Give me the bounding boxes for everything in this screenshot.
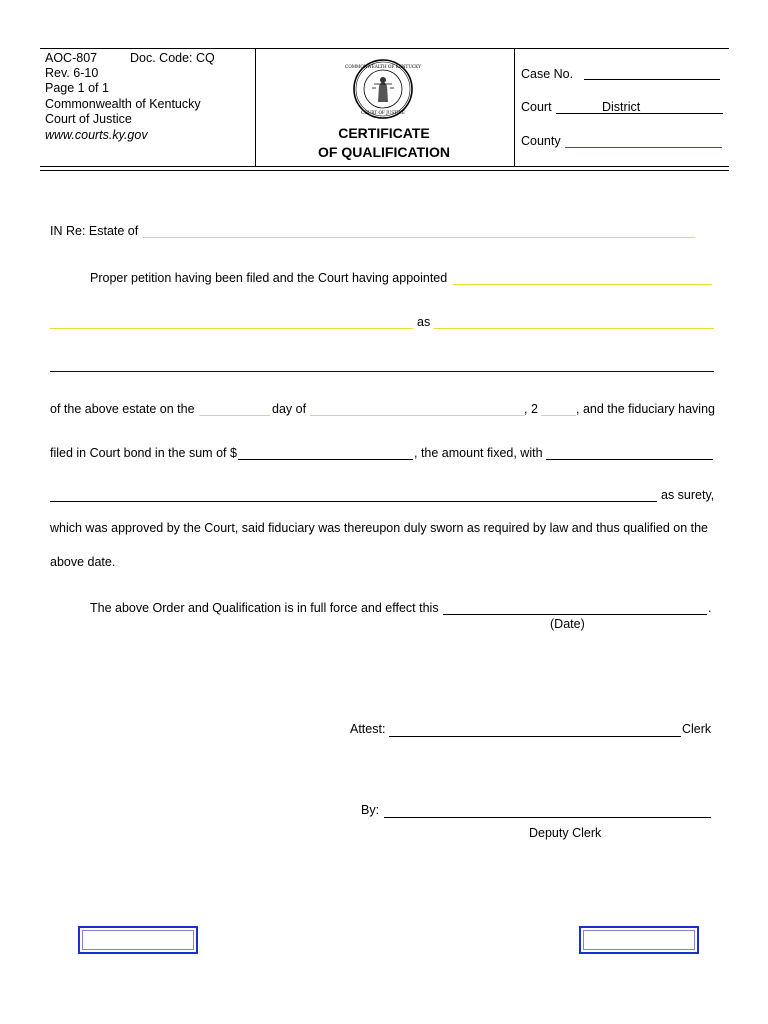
day-of-text: day of <box>272 402 307 416</box>
court-label: Court <box>521 100 552 114</box>
effective-date-field[interactable] <box>443 614 707 615</box>
year-field[interactable] <box>541 415 576 416</box>
in-re-label: IN Re: Estate of <box>50 224 139 238</box>
estate-name-field[interactable] <box>143 237 695 238</box>
day-field[interactable] <box>199 415 270 416</box>
fiduciary-having-text: , and the fiduciary having <box>576 402 715 416</box>
reset-button[interactable] <box>579 926 699 954</box>
doc-code: Doc. Code: CQ <box>130 51 215 65</box>
order-text: The above Order and Qualification is in full force and effect this <box>90 601 439 615</box>
above-date-text: above date. <box>50 555 116 569</box>
appointee-field[interactable] <box>453 284 712 285</box>
court-value: District <box>602 100 641 114</box>
header-top-border <box>40 48 729 49</box>
year-prefix: , 2 <box>524 402 538 416</box>
print-button[interactable] <box>78 926 198 954</box>
by-label: By: <box>361 803 380 817</box>
form-title-line2: OF QUALIFICATION <box>318 144 450 160</box>
as-label: as <box>417 315 431 329</box>
bond-text: filed in Court bond in the sum of $ <box>50 446 237 460</box>
surety-field-2[interactable] <box>50 501 657 502</box>
attest-label: Attest: <box>350 722 386 736</box>
bond-amount-field[interactable] <box>238 459 413 460</box>
case-no-label: Case No. <box>521 67 574 81</box>
by-signature-field[interactable] <box>384 817 711 818</box>
clerk-label: Clerk <box>682 722 712 736</box>
header-bottom-border <box>40 166 729 167</box>
kentucky-court-seal-icon <box>345 58 421 120</box>
petition-text: Proper petition having been filed and the Court having appointed <box>90 271 448 285</box>
appointment-detail-field[interactable] <box>50 371 714 372</box>
form-id: AOC-807 <box>45 51 98 65</box>
month-field[interactable] <box>310 415 524 416</box>
period: . <box>708 601 712 615</box>
amount-fixed-text: , the amount fixed, with <box>414 446 543 460</box>
approved-text: which was approved by the Court, said fiduciary was thereupon duly sworn as required by law and thus qualified on the <box>50 521 709 535</box>
appointee-role-field[interactable] <box>434 328 714 329</box>
surety-field-1[interactable] <box>546 459 713 460</box>
appointee-name-field[interactable] <box>50 328 413 329</box>
seal-bottom-text: COURT OF JUSTICE <box>361 110 405 115</box>
case-no-field[interactable] <box>584 79 720 80</box>
page-number: Page 1 of 1 <box>45 81 109 95</box>
attest-signature-field[interactable] <box>389 736 681 737</box>
county-label: County <box>521 134 561 148</box>
seal-top-text: COMMONWEALTH OF KENTUCKY <box>345 64 421 69</box>
deputy-clerk-label: Deputy Clerk <box>529 826 602 840</box>
form-title-line1: CERTIFICATE <box>338 125 430 141</box>
website-link[interactable]: www.courts.ky.gov <box>45 128 148 142</box>
above-estate-text: of the above estate on the <box>50 402 195 416</box>
revision: Rev. 6-10 <box>45 66 99 80</box>
county-field[interactable] <box>565 147 722 148</box>
date-caption: (Date) <box>550 617 585 631</box>
header-divider-right <box>514 48 515 166</box>
header-bottom-border-double <box>40 170 729 171</box>
as-surety-text: as surety, <box>661 488 715 502</box>
commonwealth-label: Commonwealth of Kentucky <box>45 97 201 111</box>
court-of-justice-label: Court of Justice <box>45 112 132 126</box>
